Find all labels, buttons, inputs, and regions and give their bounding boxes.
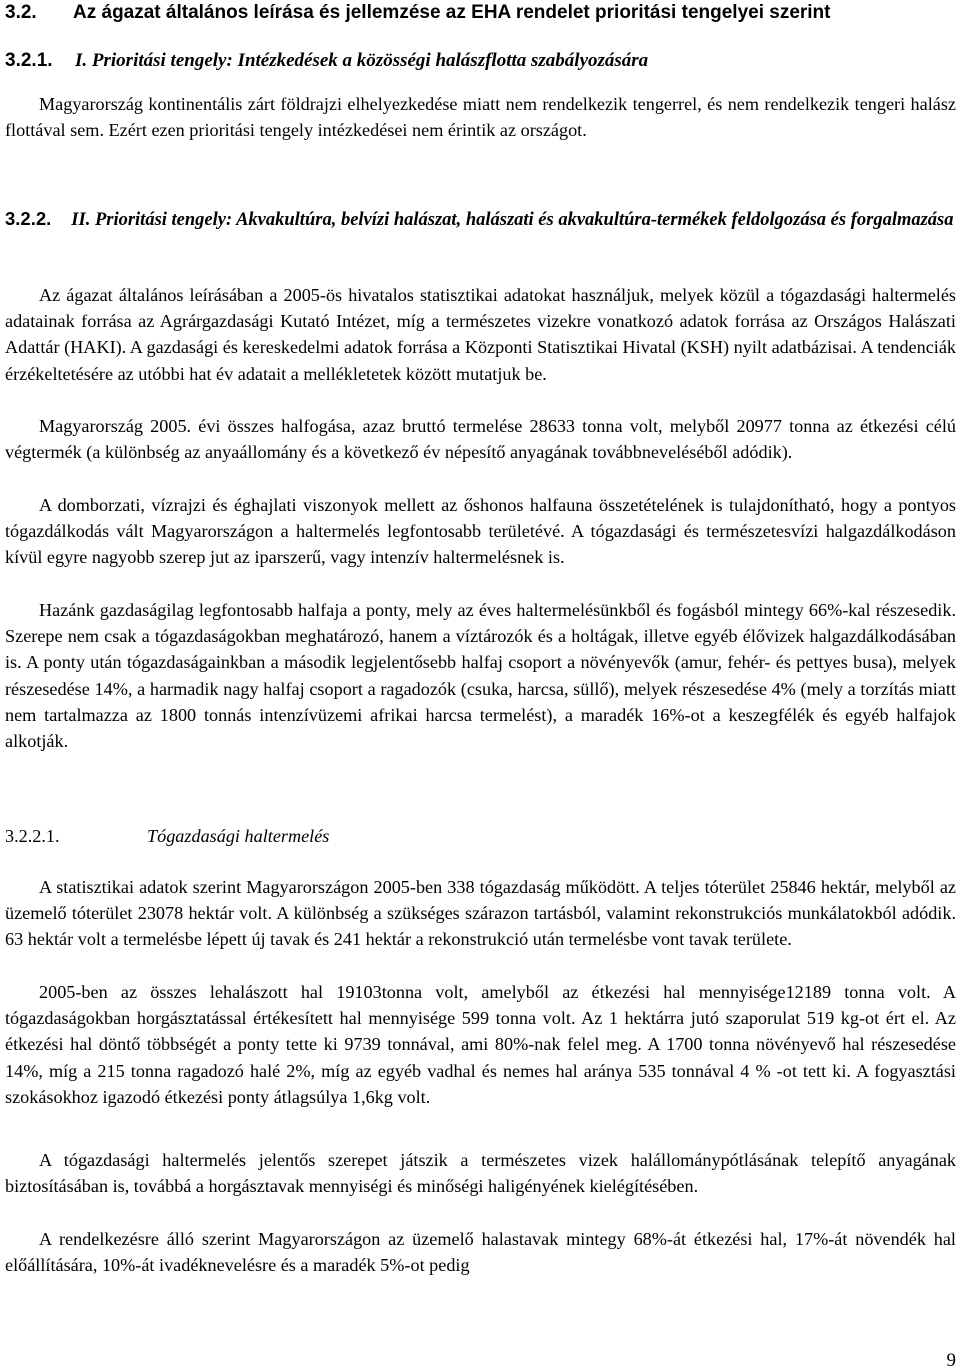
section-heading-3-2-2	[5, 206, 956, 233]
paragraph: Magyarország kontinentális zárt földrajzi elhelyezkedése miatt nem rendelkezik tengerrel, és nem rendelkezik tengeri halász flottával sem. Ezért ezen prioritási tengely intézkedései nem érintik az országot.	[5, 94, 956, 141]
section-number: 3.2.1.	[5, 50, 53, 71]
section-number: 3.2.	[5, 2, 37, 23]
paragraph: Magyarország 2005. évi összes halfogása, azaz bruttó termelése 28633 tonna volt, melyből 20977 tonna az étkezési célú végtermék (a különbség az anyaállomány és a következő év népesítő anyagának továbbneveléséből adódik).	[5, 416, 956, 463]
section-title: Az ágazat általános leírása és jellemzése az EHA rendelet prioritási tengelyei szerint	[73, 2, 831, 23]
paragraph: A rendelkezésre álló szerint Magyarországon az üzemelő halastavak mintegy 68%-át étkezési hal, 17%-át növendék hal előállítására, 10%-át ivadéknevelésre és a maradék 5%-ot pedig	[5, 1229, 956, 1276]
paragraph: Hazánk gazdaságilag legfontosabb halfaja a ponty, mely az éves haltermelésünkből és fogásból mintegy 66%-kal részesedik. Szerepe nem csak a tógazdaságokban meghatározó, hanem a víztározók és a holtágak, illetve egyéb élővizek halgazdálkodásában is. A ponty után tógazdaságainkban a második legjelentősebb halfaj csoport a növényevők (amur, fehér- és pettyes busa), melyek részesedése 14%, a harmadik nagy halfaj csoport a ragadozók (csuka, harcsa, süllő), melyek részesedése 4% (mely a torzítás miatt nem tartalmazza az 1800 tonnás intenzívüzemi afrikai harcsa termelést), a maradék 16%-ot a keszegfélék és egyéb halfajok alkotják.	[5, 600, 956, 752]
section-title: I. Prioritási tengely: Intézkedések a közösségi halászflotta szabályozására	[75, 50, 649, 71]
section-number: 3.2.2.1.	[5, 826, 60, 846]
section-heading-3-2-1	[5, 50, 648, 72]
section-title: Tógazdasági haltermelés	[147, 826, 330, 846]
paragraph: Az ágazat általános leírásában a 2005-ös hivatalos statisztikai adatokat használjuk, melyek közül a tógazdasági haltermelés adatainak forrása az Agrárgazdasági Kutató Intézet, míg a természetes vizekre vonatkozó adatok forrása az Országos Halászati Adattár (HAKI). A gazdasági és kereskedelmi adatok forrása a Központi Statisztikai Hivatal (KSH) nyilt adatbázisai. A tendenciák érzékeltetésére az utóbbi hat év adatait a mellékletetek között mutatjuk be.	[5, 285, 956, 384]
paragraph: A domborzati, vízrajzi és éghajlati viszonyok mellett az őshonos halfauna összetételének is tulajdonítható, hogy a pontyos tógazdálkodás vált Magyarországon a haltermelés legfontosabb területévé. A tógazdasági és természetesvízi halgazdálkodáson kívül egyre nagyobb szerep jut az iparszerű, vagy intenzív haltermelésnek is.	[5, 495, 956, 568]
page-number: 9	[946, 1350, 956, 1371]
paragraph: A tógazdasági haltermelés jelentős szerepet játszik a természetes vizek halállománypótlásának telepítő anyagának biztosításában is, továbbá a horgásztavak mennyiségi és minőségi haligényének kielégítésében.	[5, 1150, 956, 1197]
section-heading-3-2-2-1	[5, 826, 329, 847]
paragraph: A statisztikai adatok szerint Magyarországon 2005-ben 338 tógazdaság működött. A teljes tóterület 25846 hektár, melyből az üzemelő tóterület 23078 hektár volt. A különbség a szükséges szárazon tartásból, valamint rekonstrukciós munkálatokból adódik. 63 hektár volt a termelésbe lépett új tavak és 241 hektár a rekonstrukció után termelésbe vont tavak területe.	[5, 877, 956, 950]
section-title: II. Prioritási tengely: Akvakultúra, belvízi halászat, halászati és akvakultúra-termékek feldolgozása és forgalmazása	[71, 210, 954, 230]
section-heading-3-2	[5, 2, 831, 24]
paragraph: 2005-ben az összes lehalászott hal 19103tonna volt, amelyből az étkezési hal mennyisége12189 tonna volt. A tógazdaságokban horgásztatással értékesített hal mennyisége 599 tonna volt. Az 1 hektárra jutó szaporulat 519 kg-ot ért el. Az étkezési hal döntő többségét a ponty tette ki 9739 tonnával, ami 80%-nak felel meg. A 1700 tonna növényevő hal részesedése 14%, míg a 215 tonna ragadozó halé 2%, míg az egyéb vadhal és nemes hal aránya 535 tonnával 4 % -ot tett ki. A fogyasztási szokásokhoz igazodó étkezési ponty átlagsúlya 1,6kg volt.	[5, 982, 956, 1107]
section-number: 3.2.2.	[5, 208, 52, 229]
